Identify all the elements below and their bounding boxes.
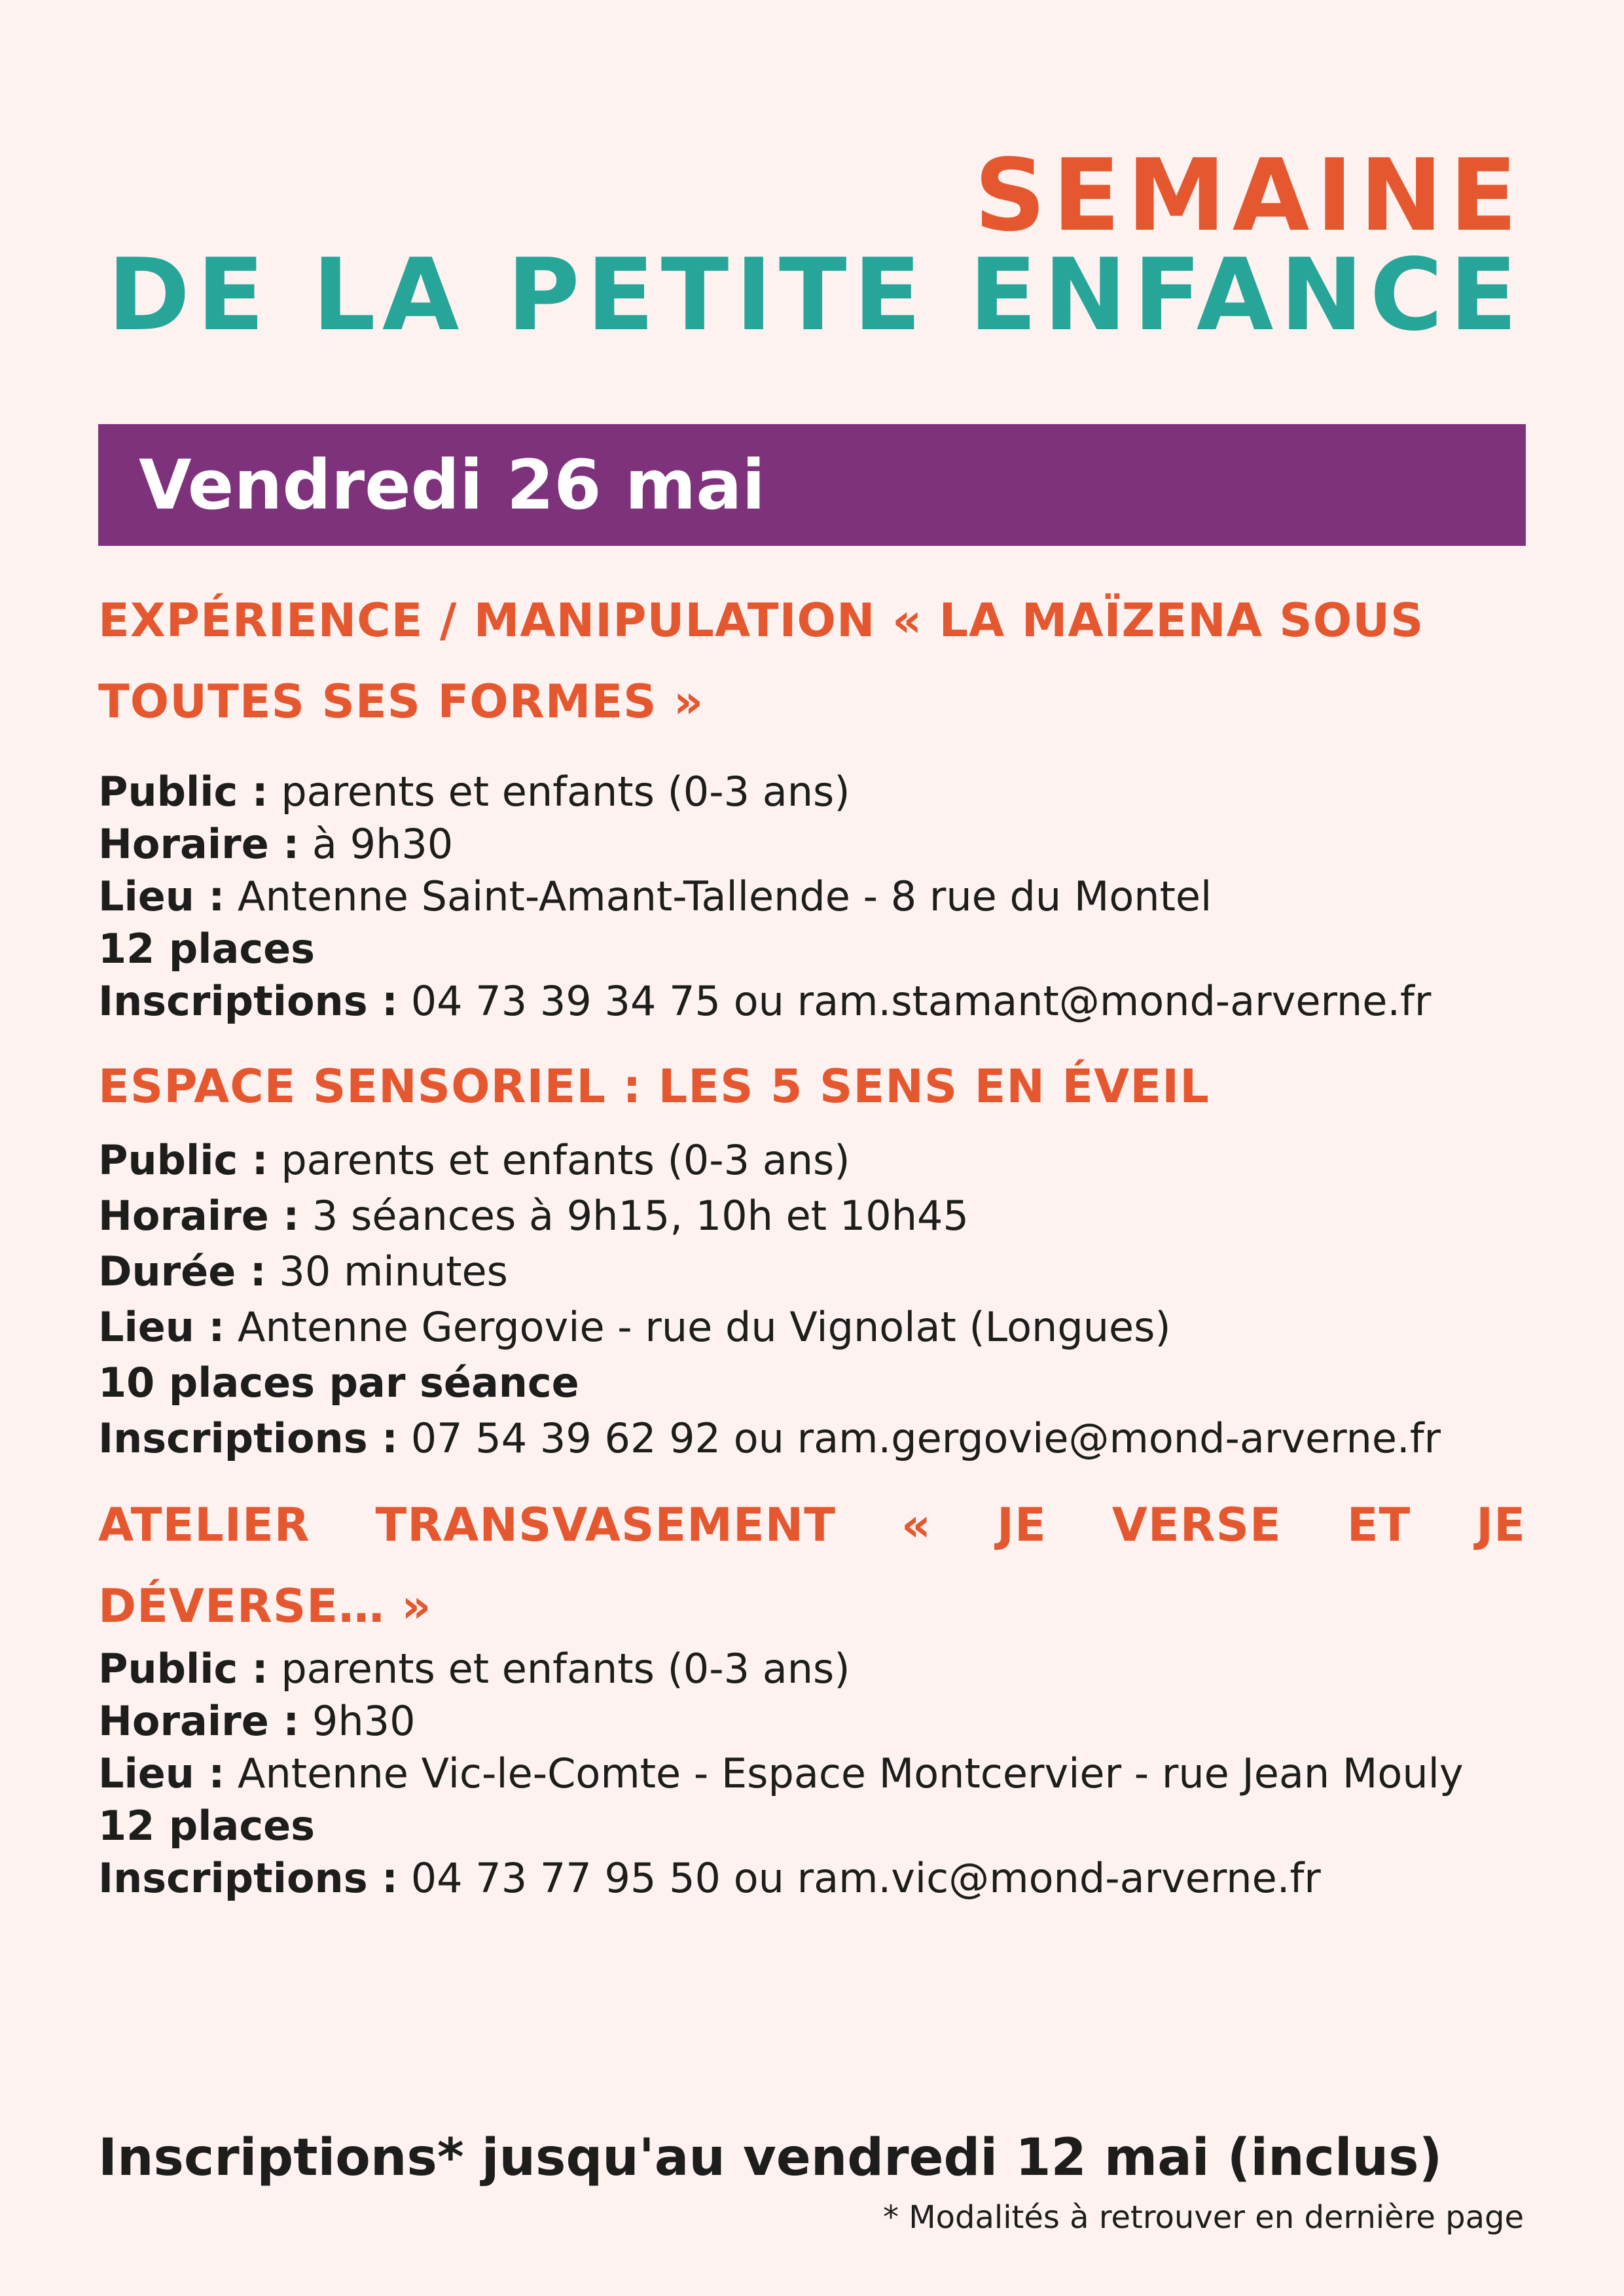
public-value: parents et enfants (0-3 ans) [281, 1645, 850, 1693]
event-info-2 [98, 1132, 1538, 1466]
horaire-label: Horaire : [98, 820, 300, 868]
public-row [98, 1132, 1538, 1188]
title-line-2: DE LA PETITE ENFANCE [107, 237, 1524, 353]
places-row [98, 1355, 1538, 1410]
places-value: 12 places [98, 1802, 316, 1850]
public-label: Public : [98, 1136, 268, 1184]
public-row [98, 766, 1538, 818]
public-label: Public : [98, 768, 268, 816]
lieu-value: Antenne Saint-Amant-Tallende - 8 rue du Montel [238, 872, 1212, 920]
lieu-label: Lieu : [98, 1303, 225, 1351]
lieu-label: Lieu : [98, 1749, 225, 1797]
public-label: Public : [98, 1645, 268, 1693]
event-title-2: ESPACE SENSORIEL : LES 5 SENS EN ÉVEIL [98, 1060, 1210, 1113]
horaire-row [98, 1695, 1538, 1748]
event-title-3: ATELIER TRANSVASEMENT « JE VERSE ET JE DÉVERSE… » [98, 1498, 1526, 1633]
event-info-3 [98, 1643, 1538, 1905]
places-row [98, 923, 1538, 975]
inscriptions-value: 04 73 77 95 50 ou ram.vic@mond-arverne.fr [410, 1854, 1321, 1902]
inscriptions-label: Inscriptions : [98, 977, 398, 1025]
footnote: * Modalités à retrouver en dernière page [882, 2199, 1524, 2236]
public-row [98, 1643, 1538, 1695]
horaire-value: à 9h30 [312, 820, 454, 868]
lieu-value: Antenne Gergovie - rue du Vignolat (Longues) [238, 1303, 1171, 1351]
event-info-1 [98, 766, 1538, 1028]
public-value: parents et enfants (0-3 ans) [281, 768, 850, 816]
horaire-row [98, 818, 1538, 870]
places-row [98, 1800, 1538, 1852]
registration-deadline: Inscriptions* jusqu'au vendredi 12 mai (inclus) [98, 2128, 1443, 2187]
horaire-label: Horaire : [98, 1192, 300, 1240]
lieu-row [98, 1748, 1538, 1800]
horaire-row [98, 1188, 1538, 1244]
date-banner [98, 424, 1526, 546]
horaire-value: 9h30 [312, 1697, 416, 1745]
date-label: Vendredi 26 mai [139, 445, 766, 525]
inscriptions-label: Inscriptions : [98, 1854, 398, 1902]
title-line-1: SEMAINE [974, 137, 1524, 253]
event-title-1: EXPÉRIENCE / MANIPULATION « LA MAÏZENA SOUS TOUTES SES FORMES » [98, 594, 1424, 728]
lieu-label: Lieu : [98, 872, 225, 920]
inscriptions-row [98, 1852, 1538, 1905]
places-value: 12 places [98, 925, 316, 973]
lieu-row [98, 870, 1538, 923]
public-value: parents et enfants (0-3 ans) [281, 1136, 850, 1184]
inscriptions-value: 04 73 39 34 75 ou ram.stamant@mond-arverne.fr [410, 977, 1432, 1025]
lieu-row [98, 1299, 1538, 1355]
inscriptions-row [98, 975, 1538, 1028]
duree-value: 30 minutes [279, 1247, 508, 1295]
horaire-label: Horaire : [98, 1697, 300, 1745]
inscriptions-value: 07 54 39 62 92 ou ram.gergovie@mond-arverne.fr [410, 1414, 1441, 1462]
duree-row [98, 1244, 1538, 1299]
places-value: 10 places par séance [98, 1359, 579, 1407]
duree-label: Durée : [98, 1247, 266, 1295]
inscriptions-label: Inscriptions : [98, 1414, 398, 1462]
lieu-value: Antenne Vic-le-Comte - Espace Montcervier - rue Jean Mouly [238, 1749, 1464, 1797]
horaire-value: 3 séances à 9h15, 10h et 10h45 [312, 1192, 969, 1240]
inscriptions-row [98, 1410, 1538, 1466]
